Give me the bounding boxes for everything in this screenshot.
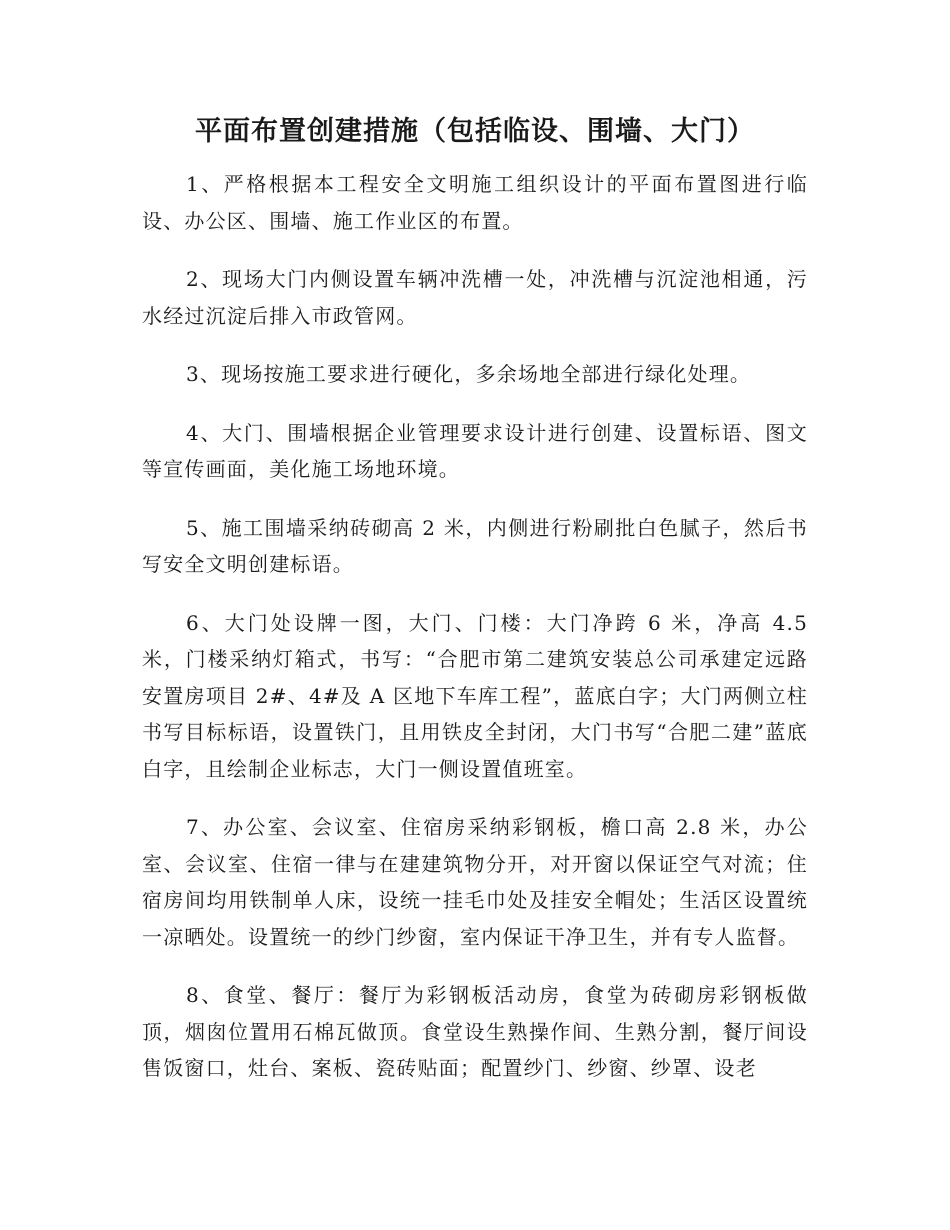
paragraph-5: 5、施工围墙采纳砖砌高 2 米，内侧进行粉刷批白色腻子，然后书写安全文明创建标语。 xyxy=(142,515,808,576)
document-body xyxy=(142,166,808,1109)
paragraph-3: 3、现场按施工要求进行硬化，多余场地全部进行绿化处理。 xyxy=(186,362,752,386)
paragraph-4: 4、大门、围墙根据企业管理要求设计进行创建、设置标语、图文等宣传画面，美化施工场地环境。 xyxy=(142,420,808,481)
paragraph-7: 7、办公室、会议室、住宿房采纳彩钢板，檐口高 2.8 米，办公室、会议室、住宿一律与在建建筑物分开，对开窗以保证空气对流；住宿房间均用铁制单人床，设统一挂毛巾处及挂安全帽处；生活区设置统一凉晒处。设置统一的纱门纱窗，室内保证干净卫生，并有专人监督。 xyxy=(142,815,808,949)
paragraph-6: 6、大门处设牌一图，大门、门楼：大门净跨 6 米，净高 4.5 米，门楼采纳灯箱式，书写：“合肥市第二建筑安装总公司承建定远路安置房项目 2#、4#及 A 区地下车库工程”，蓝底白字；大门两侧立柱书写目标标语，设置铁门，且用铁皮全封闭，大门书写“合肥二建”蓝底白字，且绘制企业标志，大门一侧设置值班室。 xyxy=(142,610,808,781)
paragraph-8: 8、食堂、餐厅：餐厅为彩钢板活动房，食堂为砖砌房彩钢板做顶，烟囱位置用石棉瓦做顶。食堂设生熟操作间、生熟分割，餐厅间设售饭窗口，灶台、案板、瓷砖贴面；配置纱门、纱窗、纱罩、设老 xyxy=(142,983,808,1080)
paragraph-1: 1、严格根据本工程安全文明施工组织设计的平面布置图进行临设、办公区、围墙、施工作业区的布置。 xyxy=(142,172,808,233)
document-title: 平面布置创建措施（包括临设、围墙、大门） xyxy=(195,116,755,147)
paragraph-2: 2、现场大门内侧设置车辆冲洗槽一处，冲洗槽与沉淀池相通，污水经过沉淀后排入市政管网。 xyxy=(142,267,808,328)
